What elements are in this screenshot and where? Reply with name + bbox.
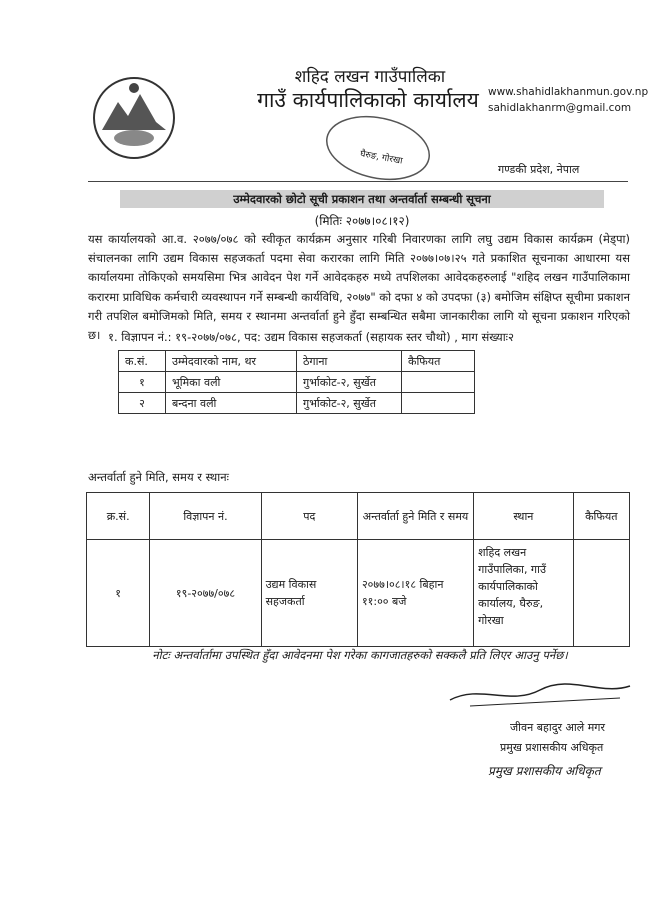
table-row <box>119 372 475 393</box>
candidate-table <box>118 350 475 414</box>
notice-body: यस कार्यालयको आ.व. २०७७/०७८ को स्वीकृत कार्यक्रम अनुसार गरिबी निवारणका लागि लघु उद्यम विकास कार्यक्रम (मेड्पा) संचालनका लागि उद्यम विकास सहजकर्ता पदमा सेवा करारका लागि मिति २०७७।०७।२५ गते प्रकाशित सूचनाका आधारमा यस कार्यालयमा तोकिएको समयसिमा भित्र आवेदन पेश गर्ने आवेदकहरु मध्ये तपशिलका आवेदकहरुलाई "शहिद लखन गाउँपालिकामा करारमा प्राविधिक कर्मचारी व्यवस्थापन गर्ने सम्बन्धी कार्यविधि, २०७७" को दफा ४ को उपदफा (३) बमोजिम संक्षिप्त सूचीमा प्रकाशन गरी तपशिल बमोजिमको मिति, समय र स्थानमा अन्तर्वार्ता हुने हुँदा सम्बन्धित सबैमा जानकारीका लागि यो सूचना प्रकाशन गरिएको छ। <box>88 232 630 343</box>
office-name: गाउँ कार्यपालिकाको कार्यालय <box>257 88 479 112</box>
col-place: स्थान <box>474 493 573 540</box>
col-post: पद <box>261 493 357 540</box>
table-row <box>87 540 630 647</box>
signature-icon <box>440 676 640 716</box>
table-row <box>119 393 475 414</box>
notice-date: (मितिः २०७७।०८।१२) <box>314 214 410 228</box>
cell-sn: २ <box>119 393 166 414</box>
cell-sn: १ <box>87 540 150 647</box>
footer-note: नोटः अन्तर्वार्तामा उपस्थित हुँदा आवेदनमा पेश गरेका कागजातहरुको सक्कलै प्रति लिएर आउनु पर्नेछ। <box>152 648 568 662</box>
interview-heading: अन्तर्वार्ता हुने मिति, समय र स्थानः <box>88 470 229 484</box>
cell-sn: १ <box>119 372 166 393</box>
handwritten-designation: प्रमुख प्रशासकीय अधिकृत <box>488 764 601 778</box>
interview-table <box>86 492 630 647</box>
table-header-row <box>87 493 630 540</box>
cell-address: गुर्भाकोट-२, सुर्खेत <box>297 393 402 414</box>
office-stamp-icon <box>318 112 438 182</box>
cell-post: उद्यम विकास सहजकर्ता <box>261 540 357 647</box>
government-emblem-icon <box>88 72 180 164</box>
col-sn: क.सं. <box>119 351 166 372</box>
cell-datetime: २०७७।०८।१८ बिहान ११:०० बजे <box>357 540 473 647</box>
cell-advert: १९-२०७७/०७८ <box>150 540 261 647</box>
col-address: ठेगाना <box>297 351 402 372</box>
col-remark: कैफियत <box>573 493 629 540</box>
col-sn: क्र.सं. <box>87 493 150 540</box>
cell-remark <box>402 372 475 393</box>
cell-remark <box>573 540 629 647</box>
cell-place: शहिद लखन गाउँपालिका, गाउँ कार्यपालिकाको कार्यालय, घैरुङ, गोरखा <box>474 540 573 647</box>
contact-block <box>488 84 648 116</box>
province-label: गण्डकी प्रदेश, नेपाल <box>498 163 580 176</box>
advert-line: १. विज्ञापन नं.: १९-२०७७/०७८, पद: उद्यम विकास सहजकर्ता (सहायक स्तर चौथो) , माग संख्याः२ <box>108 330 514 344</box>
cell-name: बन्दना वली <box>166 393 297 414</box>
cell-address: गुर्भाकोट-२, सुर्खेत <box>297 372 402 393</box>
signatory-designation: प्रमुख प्रशासकीय अधिकृत <box>500 741 604 754</box>
header-divider <box>88 181 628 182</box>
notice-title: उम्मेदवारको छोटो सूची प्रकाशन तथा अन्तर्वार्ता सम्बन्धी सूचना <box>120 190 604 208</box>
signatory-name: जीवन बहादुर आले मगर <box>510 721 606 734</box>
municipality-name: शहिद लखन गाउँपालिका <box>294 67 446 87</box>
col-name: उम्मेदवारको नाम, थर <box>166 351 297 372</box>
email-link[interactable]: sahidlakhanrm@gmail.com <box>488 102 632 114</box>
col-advert: विज्ञापन नं. <box>150 493 261 540</box>
table-header-row <box>119 351 475 372</box>
col-remark: कैफियत <box>402 351 475 372</box>
cell-name: भूमिका वली <box>166 372 297 393</box>
stamp-text: घैरुङ, गोरखा <box>359 149 404 167</box>
website-link[interactable]: www.shahidlakhanmun.gov.np <box>488 86 649 98</box>
col-datetime: अन्तर्वार्ता हुने मिति र समय <box>357 493 473 540</box>
cell-remark <box>402 393 475 414</box>
